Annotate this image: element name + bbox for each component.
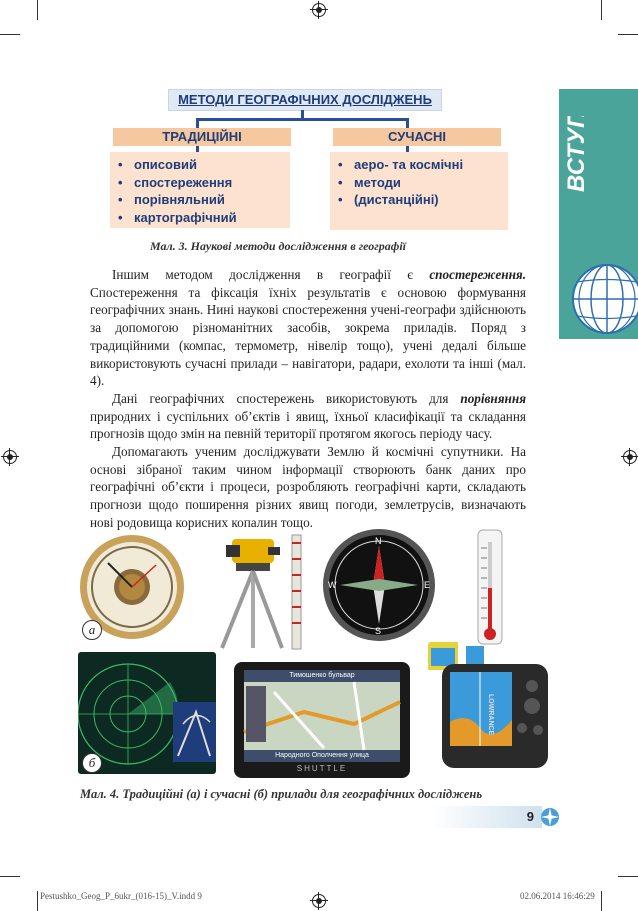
gps-navigator-image (234, 662, 410, 778)
gps-bottom-street: Народного Ополчення улица (275, 752, 369, 759)
figure-label-a: а (82, 620, 102, 640)
list-item: • порівняльний (110, 191, 290, 209)
crop-mark (601, 891, 602, 911)
connector-line (196, 118, 408, 121)
diagram-title: МЕТОДИ ГЕОГРАФІЧНИХ ДОСЛІДЖЕНЬ (168, 89, 442, 111)
compass-star-icon (540, 807, 560, 827)
crop-mark (37, 0, 38, 20)
list-item-continuation: • методи (330, 174, 508, 192)
connector-line (406, 118, 409, 128)
thermometer-image (475, 528, 505, 646)
crop-mark (37, 891, 38, 911)
page-number: 9 (526, 809, 534, 824)
paragraph: Допомагають ученим досліджувати Землю й космічні супутники. На основі зібраної таким чином інформації створюють банк даних про географічні об’єкти і процеси, розробляють географічні карти, складають прогнози щодо поширення різних явищ погоди, землетрусів, визначають нові родовища корисних копалин тощо. (90, 444, 526, 530)
svg-text:W: W (328, 580, 337, 590)
sonar-fishfinder-image (428, 642, 550, 772)
figure-3-caption: Мал. 3. Наукові методи дослідження в географії (150, 239, 406, 253)
svg-text:ВСТУП: ВСТУП (563, 116, 590, 192)
crop-mark (0, 876, 20, 877)
footer-filename: Pestushko_Geog_P_6ukr_(016-15)_V.indd 9 (40, 891, 202, 901)
svg-text:E: E (424, 580, 431, 590)
footer-timestamp: 02.06.2014 16:46:29 (520, 891, 595, 901)
list-item-continuation: • (дистанційні) (330, 191, 508, 209)
crop-mark (618, 34, 638, 35)
connector-line (196, 118, 199, 128)
figure-4-caption: Мал. 4. Традиційні (а) і сучасні (б) прилади для географічних досліджень (80, 787, 483, 801)
registration-mark (623, 450, 637, 464)
side-tab-label (562, 116, 592, 196)
traditional-heading: ТРАДИЦІЙНІ (113, 128, 291, 146)
compass-image (322, 528, 436, 642)
body-text (90, 266, 526, 532)
list-item: • картографічний (110, 209, 290, 227)
list-item: • аеро- та космічні (330, 156, 508, 174)
svg-text:S: S (375, 626, 382, 636)
modern-heading: СУЧАСНІ (333, 128, 501, 146)
crop-mark (601, 0, 602, 20)
traditional-methods-list (110, 152, 290, 228)
svg-text:N: N (375, 536, 382, 546)
modern-methods-list (330, 152, 508, 230)
figure-label-b: б (82, 753, 102, 773)
registration-mark (312, 894, 326, 908)
crop-mark (0, 34, 20, 35)
sonar-brand-logo: LOWRANCE (487, 694, 494, 736)
level-tripod-image (212, 533, 314, 651)
gps-top-street: Тимошенко бульвар (289, 672, 355, 679)
crop-mark (618, 876, 638, 877)
registration-mark (3, 450, 17, 464)
list-item: • спостереження (110, 174, 290, 192)
paragraph: Іншим методом дослідження в географії є спостереження. Спостереження та фіксація їхніх результатів є основою формування географічних знань. Нині наукові спостереження учені-географи здійснюють за допомогою різноманітних засобів, зокрема приладів. Поряд з традиційними (компас, термометр, нівелір тощо), учені дедалі більше використовують сучасні прилади – навігатори, радари, ехолоти та інші (мал. 4). (90, 267, 526, 389)
paragraph: Дані географічних спостережень використовують для порівняння природних і суспільних об’єктів і явищ, їхньої класифікації та складання прогнозів щодо змін на певній території протягом якогось періоду часу. (90, 390, 526, 442)
registration-mark (312, 3, 326, 17)
gps-brand-logo: SHUTTLE (296, 764, 348, 773)
list-item: • описовий (110, 156, 290, 174)
